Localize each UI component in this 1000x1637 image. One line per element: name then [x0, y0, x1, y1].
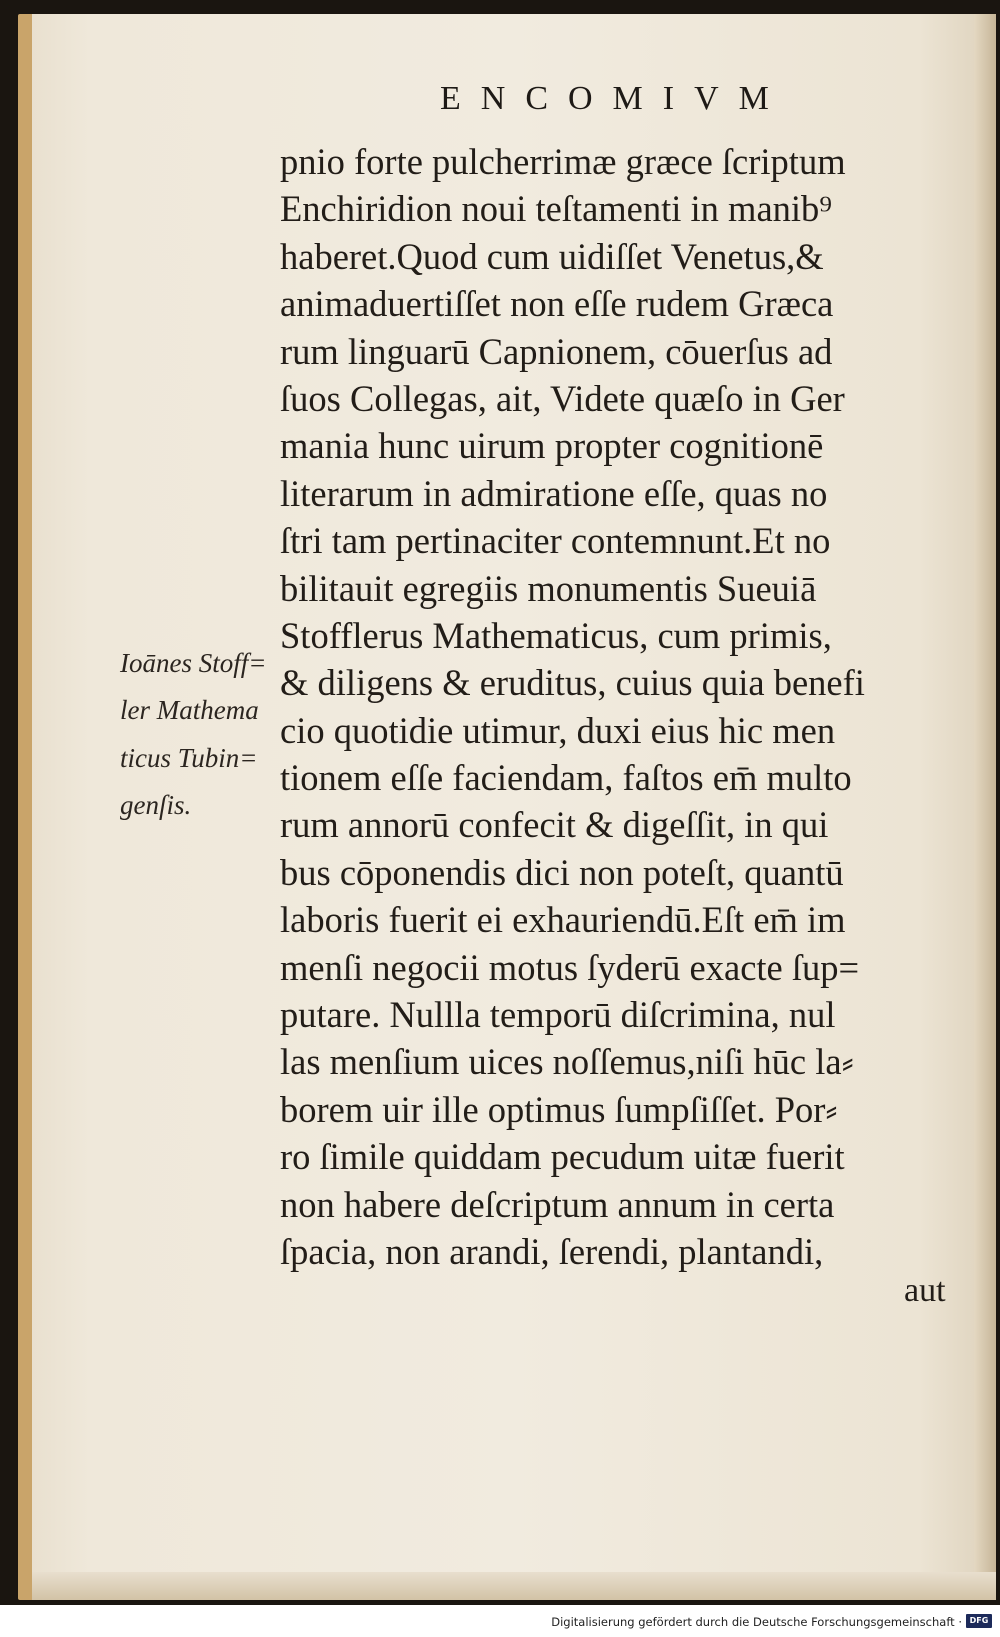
text-line: ſuos Collegas, ait, Videte quæſo in Ger	[280, 377, 845, 419]
text-line: Enchiridion noui teſtamenti in manib⁹	[280, 188, 833, 230]
dfg-logo-icon: DFG	[966, 1614, 992, 1628]
funding-credit: Digitalisierung gefördert durch die Deutsche Forschungsgemeinschaft ·	[551, 1615, 962, 1629]
text-line: menſi negocii motus ſyderū exacte ſup=	[280, 946, 860, 988]
body-text	[280, 138, 970, 1275]
text-line: rum linguarū Capnionem, cōuerſus ad	[280, 330, 833, 372]
margin-note-line: genſis.	[120, 790, 192, 821]
text-line: rum annorū confecit & digeſſit, in qui	[280, 804, 829, 846]
text-line: cio quotidie utimur, duxi eius hic men	[280, 709, 836, 751]
text-line: ſpacia, non arandi, ſerendi, plantandi,	[280, 1230, 824, 1272]
page-edge-bottom	[32, 1572, 996, 1600]
text-line: tionem eſſe faciendam, faſtos em̄ multo	[280, 757, 852, 799]
text-line: literarum in admiratione eſſe, quas no	[280, 472, 828, 514]
text-line: laboris fuerit ei exhauriendū.Eſt em̄ im	[280, 899, 846, 941]
text-line: pnio forte pulcherrimæ græce ſcriptum	[280, 141, 846, 182]
margin-note-line: Ioānes Stoff=	[120, 648, 267, 678]
text-line: haberet.Quod cum uidiſſet Venetus,&	[280, 235, 824, 277]
text-line: las menſium uices noſſemus,niſi hūc la⸗	[280, 1041, 854, 1083]
running-title: ENCOMIVM	[440, 80, 789, 117]
text-line: ro ſimile quiddam pecudum uitæ fuerit	[280, 1136, 845, 1178]
text-line: & diligens & eruditus, cuius quia benefi	[280, 662, 865, 704]
text-line: Stofflerus Mathematicus, cum primis,	[280, 614, 832, 656]
margin-note-line: ler Mathema	[120, 695, 259, 726]
text-line: animaduertiſſet non eſſe rudem Græca	[280, 283, 834, 325]
page-edge-right	[974, 14, 996, 1600]
margin-note-line: ticus Tubin=	[120, 742, 258, 773]
text-line: non habere deſcriptum annum in certa	[280, 1183, 835, 1225]
text-line: bus cōponendis dici non poteſt, quantū	[280, 851, 844, 893]
text-line: bilitauit egregiis monumentis Sueuiā	[280, 567, 817, 609]
text-line: borem uir ille optimus ſumpſiſſet. Por⸗	[280, 1088, 838, 1130]
text-line: ſtri tam pertinaciter contemnunt.Et no	[280, 520, 831, 562]
text-line: mania hunc uirum propter cognitionē	[280, 425, 824, 467]
text-line: putare. Nullla temporū diſcrimina, nul	[280, 994, 836, 1036]
margin-note	[120, 640, 300, 830]
footer	[0, 1605, 1000, 1637]
catchword: aut	[904, 1272, 946, 1309]
